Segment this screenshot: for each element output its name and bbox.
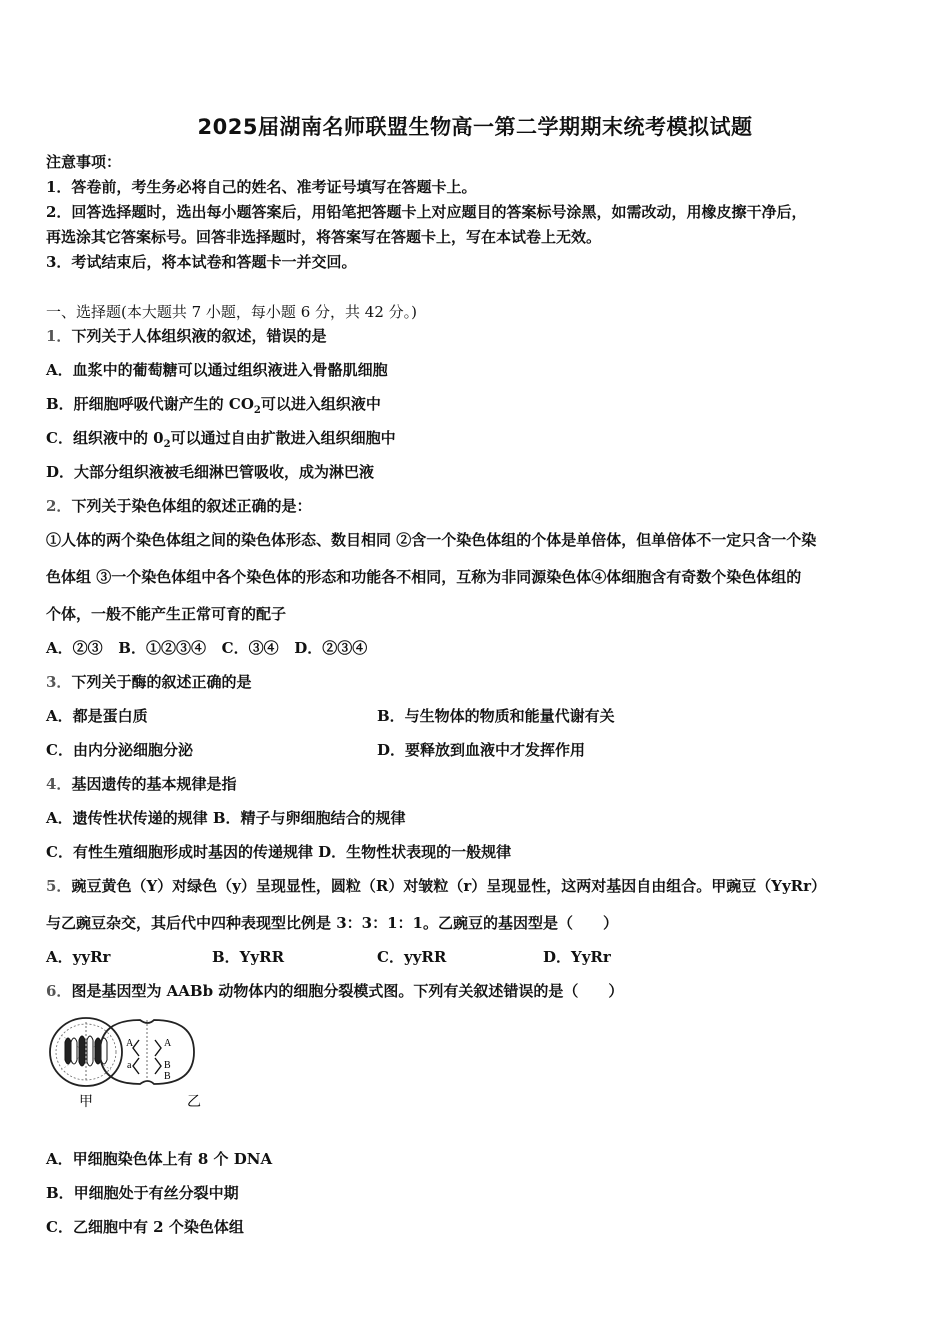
notice-item-2: 2．回答选择题时，选出每小题答案后，用铅笔把答题卡上对应题目的答案标号涂黑，如需改动，用橡皮擦干净后，	[46, 203, 807, 221]
question-stem: 下列关于人体组织液的叙述，错误的是	[71, 327, 327, 345]
section-heading: 一、选择题(本大题共 7 小题，每小题 6 分，共 42 分。)	[46, 303, 417, 321]
fig-label-yi: 乙	[187, 1094, 201, 1110]
gene-label-b1: B	[164, 1060, 171, 1071]
q5-option-d: D．YyRr	[543, 948, 611, 966]
fig-label-jia: 甲	[79, 1094, 93, 1110]
question-5-cont: 与乙豌豆杂交，其后代中四种表现型比例是 3：3：1：1。乙豌豆的基因型是（ ）	[46, 914, 618, 932]
q2-options: A．②③ B．①②③④ C．③④ D．②③④	[46, 639, 368, 657]
q3-option-b: B．与生物体的物质和能量代谢有关	[377, 707, 615, 725]
q1-option-d: D．大部分组织液被毛细淋巴管吸收，成为淋巴液	[46, 463, 375, 481]
q6-option-b: B．甲细胞处于有丝分裂中期	[46, 1184, 239, 1202]
q1-option-b: B．肝细胞呼吸代谢产生的 $CO_2$可以进入组织液中	[46, 395, 381, 416]
q2-statement-line-3: 个体，一般不能产生正常可育的配子	[46, 605, 287, 623]
exam-title: 2025届湖南名师联盟生物高一第二学期期末统考模拟试题	[197, 115, 753, 139]
question-3: 3．下列关于酶的叙述正确的是	[46, 673, 252, 691]
question-1	[46, 326, 326, 346]
q2-statement-line-2: 色体组 ③一个染色体组中各个染色体的形态和功能各不相同，互称为非同源染色体④体细胞含有奇数个染色体组的	[46, 568, 802, 586]
notice-item-3: 3．考试结束后，将本试卷和答题卡一并交回。	[46, 253, 357, 271]
q1-option-a: A．血浆中的葡萄糖可以通过组织液进入骨骼肌细胞	[46, 361, 388, 379]
q3-option-a: A．都是蛋白质	[46, 707, 148, 725]
q5-option-a: A．yyRr	[46, 948, 111, 966]
q4-options-ab: A．遗传性状传递的规律 B．精子与卵细胞结合的规律	[46, 809, 406, 827]
notice-item-2-cont: 再选涂其它答案标号。回答非选择题时，将答案写在答题卡上，写在本试卷上无效。	[46, 228, 602, 246]
gene-label-b2: B	[164, 1071, 171, 1082]
q4-options-cd: C．有性生殖细胞形成时基因的传递规律 D．生物性状表现的一般规律	[46, 843, 512, 861]
gene-label-a3: a	[127, 1060, 132, 1071]
notice-heading: 注意事项：	[46, 153, 122, 171]
notice-item-1: 1．答卷前，考生务必将自己的姓名、准考证号填写在答题卡上。	[46, 178, 477, 196]
question-5: 5．豌豆黄色（Y）对绿色（y）呈现显性，圆粒（R）对皱粒（r）呈现显性，这两对基因自由组合。甲豌豆（YyRr）	[46, 877, 827, 895]
gene-label-a2: A	[164, 1038, 172, 1049]
cell-division-figure	[46, 1010, 236, 1110]
q3-option-d: D．要释放到血液中才发挥作用	[377, 741, 586, 759]
question-4: 4．基因遗传的基本规律是指	[46, 775, 237, 793]
question-6: 6．图是基因型为 AABb 动物体内的细胞分裂模式图。下列有关叙述错误的是（ ）	[46, 982, 624, 1000]
gene-label-a1: A	[126, 1038, 134, 1049]
q3-option-c: C．由内分泌细胞分泌	[46, 741, 193, 759]
q5-option-c: C．yyRR	[377, 948, 447, 966]
question-2: 2．下列关于染色体组的叙述正确的是：	[46, 497, 312, 515]
q2-statement-line-1: ①人体的两个染色体组之间的染色体形态、数目相同 ②含一个染色体组的个体是单倍体，但单倍体不一定只含一个染	[46, 531, 817, 549]
q6-option-a: A．甲细胞染色体上有 8 个 DNA	[46, 1150, 273, 1168]
q1-option-c: C．组织液中的 $0_2$可以通过自由扩散进入组织细胞中	[46, 429, 396, 450]
q6-option-c: C．乙细胞中有 2 个染色体组	[46, 1218, 244, 1236]
question-number: 1．	[46, 327, 72, 345]
q5-option-b: B．YyRR	[212, 948, 285, 966]
